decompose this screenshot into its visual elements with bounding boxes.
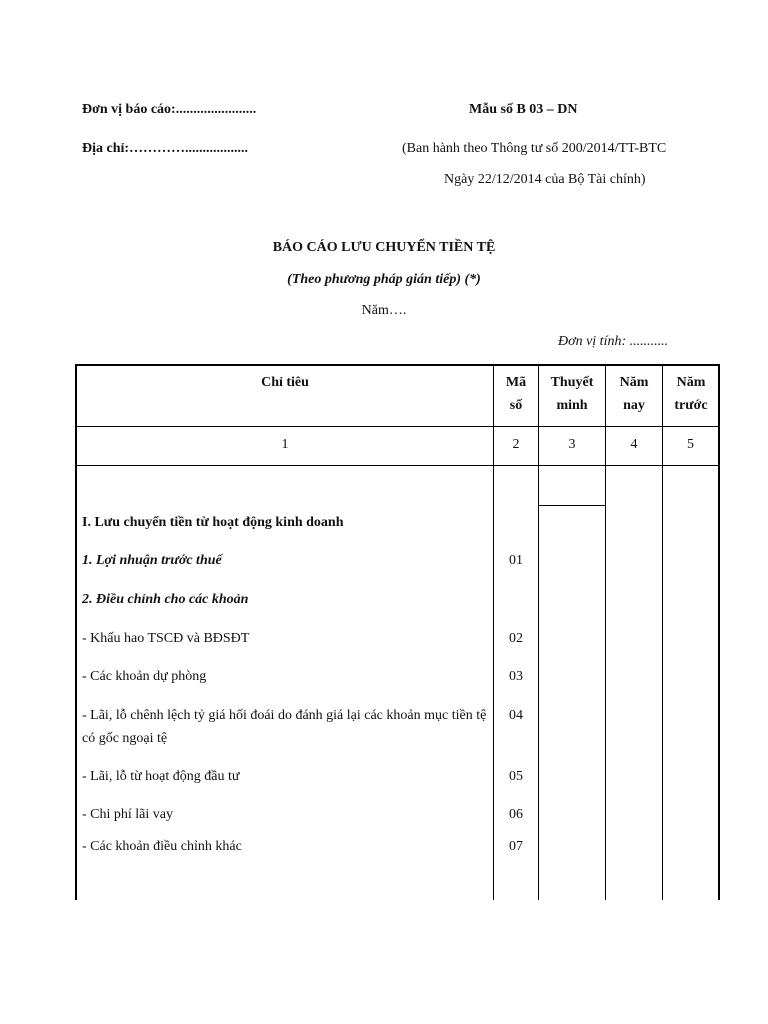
column-number-5: 5 (687, 437, 694, 452)
column-header-indicator: Chỉ tiêu (261, 375, 309, 390)
table-row-label: 2. Điều chỉnh cho các khoản (82, 592, 249, 607)
table-header-divider (75, 426, 720, 427)
report-year: Năm…. (361, 303, 407, 318)
table-row-label: - Chi phí lãi vay (82, 807, 173, 822)
table-row-code: 03 (509, 669, 523, 684)
column-header-code: Mã số (505, 375, 527, 413)
table-row-label: - Khấu hao TSCĐ và BĐSĐT (82, 631, 250, 646)
table-row-label: I. Lưu chuyển tiền từ hoạt động kinh doanh (82, 515, 344, 530)
address-label: Địa chỉ:………….................. (82, 141, 249, 156)
table-row-label: - Các khoản điều chỉnh khác (82, 839, 242, 854)
reporting-unit-label: Đơn vị báo cáo:....................... (82, 102, 257, 117)
table-number-divider (75, 465, 720, 466)
table-row-code: 06 (509, 807, 523, 822)
table-border-top (75, 364, 720, 366)
table-row-label: - Các khoản dự phòng (82, 669, 207, 684)
table-row-label: 1. Lợi nhuận trước thuế (82, 553, 222, 568)
column-header-this-year: Năm nay (619, 375, 649, 413)
report-title: BÁO CÁO LƯU CHUYỂN TIỀN TỆ (272, 240, 496, 255)
column-number-4: 4 (630, 437, 638, 452)
column-header-previous-year: Năm trước (674, 375, 708, 413)
column-number-2: 2 (512, 437, 520, 452)
report-subtitle: (Theo phương pháp gián tiếp) (*) (287, 272, 481, 287)
form-code: Mẫu số B 03 – DN (469, 102, 578, 117)
column-number-3: 3 (568, 437, 576, 452)
unit-of-measure: Đơn vị tính: ........... (558, 334, 669, 349)
table-row-label: - Lãi, lỗ từ hoạt động đầu tư (82, 769, 240, 784)
column-header-note: Thuyết minh (550, 375, 594, 413)
table-row-code: 02 (509, 631, 523, 646)
note-column-divider (538, 505, 606, 506)
table-row-code: 05 (509, 769, 523, 784)
table-row-code: 07 (509, 839, 523, 854)
table-row-code: 04 (509, 708, 523, 723)
table-row-code: 01 (509, 553, 523, 568)
table-row-label: - Lãi, lỗ chênh lệch tỷ giá hối đoái do đánh giá lại các khoản mục tiền tệ có gốc ngoại tệ (82, 708, 487, 746)
column-number-1: 1 (281, 437, 289, 452)
issued-date-text: Ngày 22/12/2014 của Bộ Tài chính) (444, 172, 646, 187)
issued-by-text: (Ban hành theo Thông tư số 200/2014/TT-BTC (402, 141, 667, 156)
table-border-right (718, 364, 720, 900)
